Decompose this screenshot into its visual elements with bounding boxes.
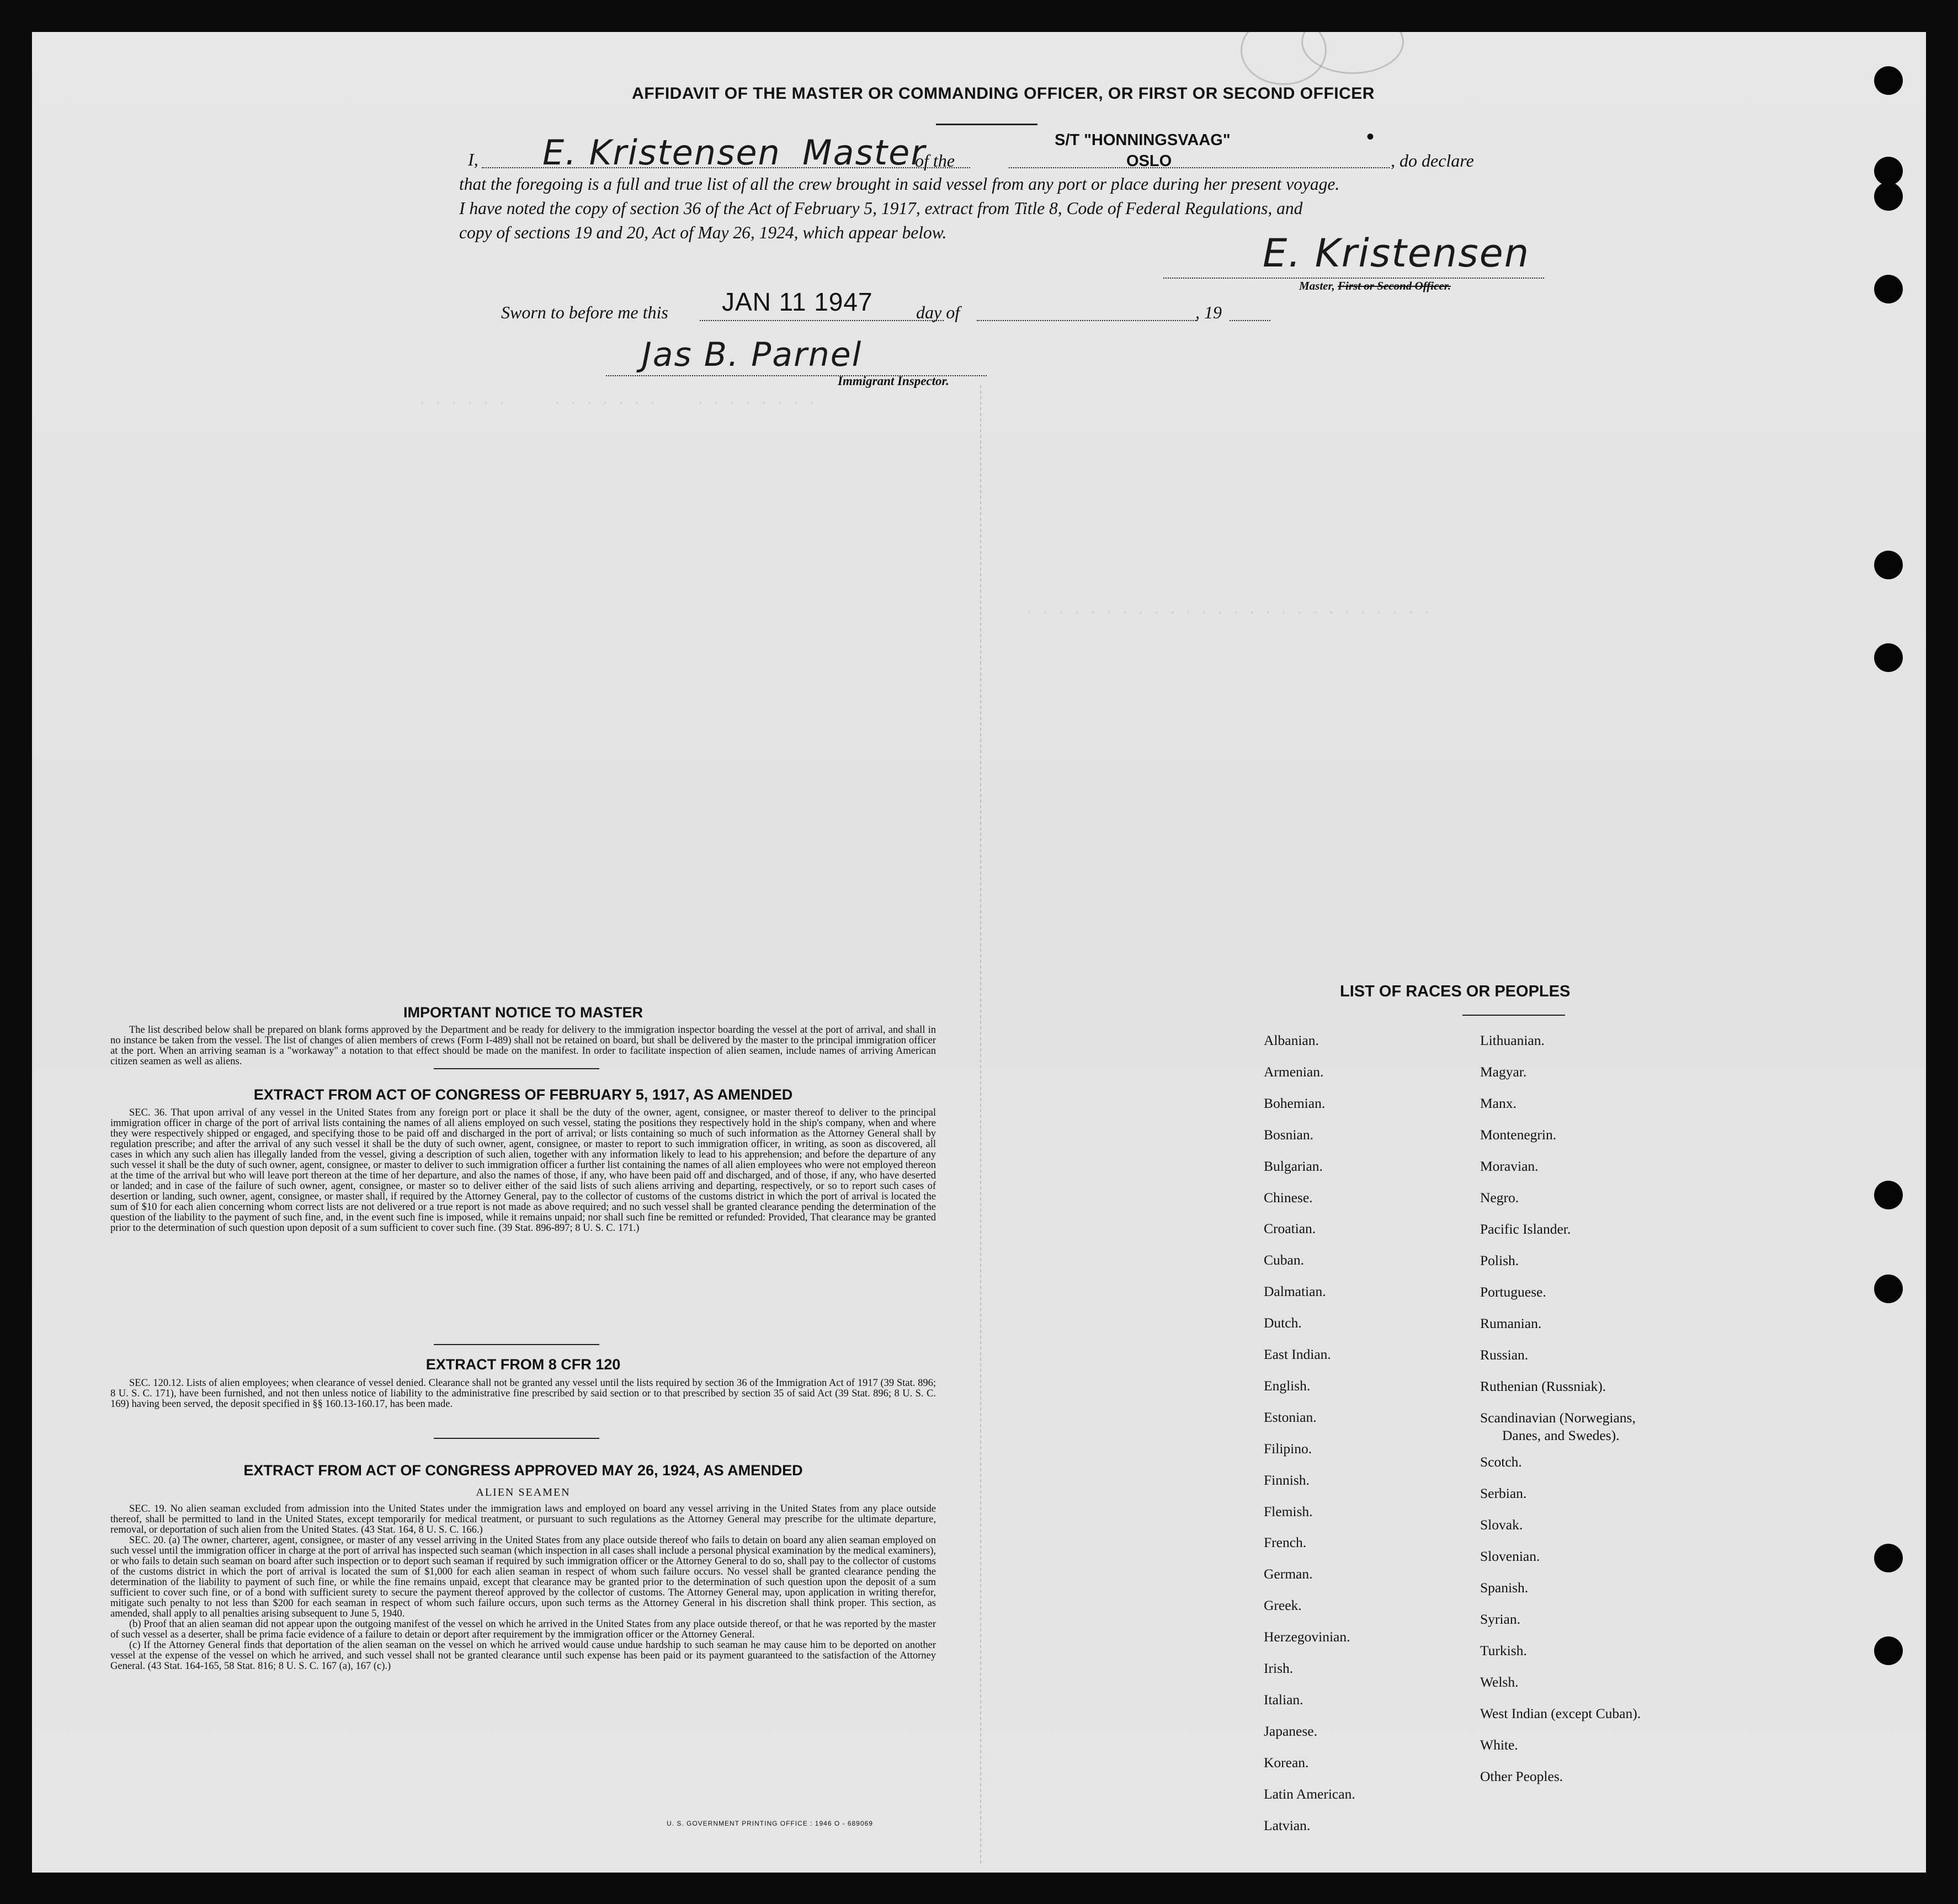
extract-1917-text bbox=[110, 1108, 936, 1234]
race-item: Danes, and Swedes). bbox=[1502, 1427, 1620, 1443]
race-item: Dutch. bbox=[1264, 1315, 1302, 1331]
notice-text bbox=[110, 1025, 936, 1067]
punch-hole bbox=[1874, 643, 1903, 672]
month-line bbox=[977, 320, 1198, 321]
vessel-port: OSLO bbox=[1126, 152, 1172, 170]
race-item: Flemish. bbox=[1264, 1503, 1313, 1519]
signature-line bbox=[1163, 278, 1544, 279]
race-item: Moravian. bbox=[1480, 1158, 1539, 1174]
race-item: Dalmatian. bbox=[1264, 1283, 1326, 1300]
race-item: Slovak. bbox=[1480, 1517, 1523, 1533]
race-item: Serbian. bbox=[1480, 1485, 1527, 1501]
divider-rule bbox=[434, 1344, 599, 1345]
punch-hole bbox=[1874, 157, 1903, 185]
races-title: LIST OF RACES OR PEOPLES bbox=[1340, 983, 1571, 1000]
notice-paragraph: The list described below shall be prepared on blank forms approved by the Department and be ready for delivery to the immigration inspector boarding the vessel at the port of arrival, and shall in no instance be taken from the vessel. The list of changes of alien members of crews (Form I-489) shall not be retained on board, but shall be delivered by the master to the principal immigration officer at the port. When an arriving seaman is a "workaway" a notation to that effect should be made on the manifest. In order to facilitate inspection of alien seamen, include names of arriving American citizen seamen as well as aliens. bbox=[110, 1025, 936, 1067]
race-item: Scandinavian (Norwegians, bbox=[1480, 1410, 1636, 1426]
divider-rule bbox=[434, 1438, 599, 1439]
extract-1917-title: EXTRACT FROM ACT OF CONGRESS OF FEBRUARY 5, 1917, AS AMENDED bbox=[253, 1086, 793, 1103]
race-item: Finnish. bbox=[1264, 1471, 1310, 1488]
race-item: Albanian. bbox=[1264, 1032, 1319, 1048]
race-item: Armenian. bbox=[1264, 1063, 1324, 1080]
master-role-handwritten: Master bbox=[802, 132, 926, 173]
signer-role-struck: First or Second Officer. bbox=[1338, 279, 1451, 292]
race-item: Cuban. bbox=[1264, 1252, 1304, 1268]
affidavit-body-2: I have noted the copy of section 36 of the Act of February 5, 1917, extract from Title 8, Code of Federal Regulations, and bbox=[459, 199, 1303, 218]
punch-hole bbox=[1874, 1274, 1903, 1303]
alien-seamen-subtitle: ALIEN SEAMEN bbox=[476, 1486, 571, 1498]
do-declare-label: , do declare bbox=[1391, 151, 1474, 170]
signer-role bbox=[1299, 279, 1451, 293]
bleed-through-text: · · · · · · · · · · · · · · · · · · · · · · · · · · bbox=[1025, 606, 1431, 621]
race-item: German. bbox=[1264, 1566, 1313, 1582]
race-item: Japanese. bbox=[1264, 1722, 1317, 1739]
race-item: Bosnian. bbox=[1264, 1126, 1313, 1143]
name-line bbox=[482, 167, 970, 168]
race-item: Negro. bbox=[1480, 1190, 1519, 1206]
race-item: Ruthenian (Russniak). bbox=[1480, 1378, 1606, 1394]
race-item: Chinese. bbox=[1264, 1189, 1313, 1206]
race-item: White. bbox=[1480, 1737, 1518, 1753]
sworn-date-line bbox=[700, 320, 944, 321]
manifest-back-page bbox=[32, 32, 1926, 1873]
race-item: Polish. bbox=[1480, 1252, 1519, 1268]
inspector-signature: Jas B. Parnel bbox=[642, 335, 863, 374]
race-item: Scotch. bbox=[1480, 1454, 1522, 1470]
race-item: Korean. bbox=[1264, 1754, 1309, 1770]
ink-mark: • bbox=[1366, 124, 1375, 149]
sec-20b-paragraph: (b) Proof that an alien seaman did not appear upon the outgoing manifest of the vessel on which he arrived in the United States from any place outside thereof, or that he was reported by the master of such vessel as a deserter, shall be prima facie evidence of a failure to detain or deport after requirement by the immigration officer or the Attorney General. bbox=[110, 1619, 936, 1640]
race-item: Lithuanian. bbox=[1480, 1032, 1545, 1048]
master-name-handwritten: E. Kristensen bbox=[542, 132, 781, 173]
race-item: Russian. bbox=[1480, 1347, 1529, 1363]
master-signature: E. Kristensen bbox=[1263, 231, 1530, 276]
race-item: Manx. bbox=[1480, 1095, 1517, 1111]
race-item: Portuguese. bbox=[1480, 1284, 1546, 1300]
race-item: Turkish. bbox=[1480, 1642, 1527, 1658]
signer-role-master: Master, bbox=[1299, 279, 1335, 292]
race-item: Syrian. bbox=[1480, 1611, 1520, 1627]
extract-1924-title: EXTRACT FROM ACT OF CONGRESS APPROVED MAY 26, 1924, AS AMENDED bbox=[243, 1462, 803, 1479]
center-fold-line bbox=[980, 385, 981, 1864]
title-rule bbox=[936, 124, 1037, 125]
extract-cfr-title: EXTRACT FROM 8 CFR 120 bbox=[425, 1356, 621, 1373]
race-item: Latvian. bbox=[1264, 1817, 1311, 1833]
race-item: Greek. bbox=[1264, 1597, 1302, 1614]
punch-hole bbox=[1874, 275, 1903, 303]
punch-hole bbox=[1874, 66, 1903, 95]
race-item: Herzegovinian. bbox=[1264, 1629, 1350, 1645]
punch-hole bbox=[1874, 1636, 1903, 1665]
divider-rule bbox=[434, 1068, 599, 1069]
races-right-column bbox=[1480, 1032, 1756, 1849]
race-item: Slovenian. bbox=[1480, 1548, 1540, 1564]
inspector-label: Immigrant Inspector. bbox=[838, 374, 949, 388]
of-the-label: of the bbox=[915, 151, 955, 170]
printer-imprint: U. S. GOVERNMENT PRINTING OFFICE : 1946 O - 689069 bbox=[667, 1820, 873, 1827]
notice-title: IMPORTANT NOTICE TO MASTER bbox=[403, 1004, 643, 1021]
race-item: French. bbox=[1264, 1534, 1307, 1551]
race-item: West Indian (except Cuban). bbox=[1480, 1705, 1641, 1721]
punch-hole bbox=[1874, 182, 1903, 211]
extract-cfr-text bbox=[110, 1378, 936, 1410]
sworn-date-stamp: JAN 11 1947 bbox=[722, 287, 873, 316]
affidavit-i: I, bbox=[468, 150, 478, 169]
affidavit-title: AFFIDAVIT OF THE MASTER OR COMMANDING OFFICER, OR FIRST OR SECOND OFFICER bbox=[632, 84, 1375, 103]
sec-120-12-paragraph: SEC. 120.12. Lists of alien employees; when clearance of vessel denied. Clearance shall not be granted any vessel until the lists required by section 36 of the Immigration Act of 1917 (39 Stat. 896; 8 U. S. C. 171), have been furnished, and not then unless notice of liability to the administrative fine prescribed by said section or to that prescribed by section 35 of said Act (39 Stat. 896; 8 U. S. C. 169) having been served, the deposit specified in §§ 160.13-160.17, has been made. bbox=[110, 1378, 936, 1410]
race-item: Bulgarian. bbox=[1264, 1158, 1323, 1174]
year-line bbox=[1230, 320, 1270, 321]
race-item: Other Peoples. bbox=[1480, 1768, 1563, 1784]
punch-hole bbox=[1874, 1544, 1903, 1572]
bleed-through-text: · · · · · · · · · · · · · · · · · · · · · bbox=[418, 396, 816, 411]
punch-hole bbox=[1874, 551, 1903, 579]
vessel-name: S/T "HONNINGSVAAG" bbox=[1055, 131, 1231, 149]
race-item: Magyar. bbox=[1480, 1064, 1527, 1080]
race-item: Estonian. bbox=[1264, 1409, 1317, 1425]
sec-36-paragraph: SEC. 36. That upon arrival of any vessel in the United States from any foreign port or place it shall be the duty of the owner, agent, consignee, or master thereof to deliver to the principal immigration officer in charge of the port of arrival lists containing the names of all aliens employed on such vessel, stating the positions they respectively hold in the ship's company, when and where they were respectively shipped or engaged, and specifying those to be paid off and discharged in the port of arrival; or lists containing so much of such information as the Attorney General shall by regulation prescribe; and after the arrival of any such vessel it shall be the duty of such owner, agent, consignee, or master to report to such immigration officer, in writing, as soon as discovered, all cases in which any such alien has illegally landed from the vessel, giving a description of such alien, together with any information likely to lead to his apprehension; and before the departure of any such vessel it shall be the duty of such owner, agent, consignee, or master to deliver to such immigration officer a further list containing the names of all alien employees who were not employed thereon at the time of the arrival but who will leave port thereon at the time of her departure, and also the names of those, if any, who have been paid off and discharged, and of those, if any, who have deserted or landed; and in case of the failure of such owner, agent, consignee, or master so to deliver either of the said lists of such aliens arriving and departing, respectively, or so to report such cases of desertion or landing, such owner, agent, consignee, or master shall, if required by the Attorney General, pay to the collector of customs of the customs district in which the port of arrival is located the sum of $10 for each alien concerning whom correct lists are not delivered or a true report is not made as above required; and no such vessel shall be granted clearance pending the determination of the question of the liability to the payment of such fine, and, in the event such fine is imposed, while it remains unpaid; nor shall such fine be remitted or refunded: Provided, That clearance may be granted prior to the determination of such question upon deposit of a sum sufficient to cover such fine. (39 Stat. 896-897; 8 U. S. C. 171.) bbox=[110, 1107, 936, 1234]
race-item: Welsh. bbox=[1480, 1674, 1519, 1690]
race-item: English. bbox=[1264, 1377, 1311, 1394]
day-of-label: day of bbox=[916, 302, 960, 322]
race-item: Montenegrin. bbox=[1480, 1127, 1557, 1143]
sworn-label: Sworn to before me this bbox=[501, 302, 668, 322]
race-item: Rumanian. bbox=[1480, 1315, 1542, 1331]
sec-20a-paragraph: SEC. 20. (a) The owner, charterer, agent, consignee, or master of any vessel arriving in the United States from any place outside thereof who fails to detain on board any alien seaman employed on such vessel until the immigration officer in charge at the port of arrival has inspected such seaman (which inspection in all cases shall include a personal physical examination by the medical examiners), or who fails to detain such seaman on board after such inspection or to deport such seaman if required by such immigration officer or the Attorney General to do so, shall pay to the collector of customs of the customs district in which the port of arrival is located the sum of $1,000 for each alien seaman in respect of whom such failure occurs. No vessel shall be granted clearance pending the determination of the liability to payment of such fine, or while the fine remains unpaid, except that clearance may be granted prior to the determination of such question upon the deposit of a sum sufficient to cover such fine, or of a bond with sufficient surety to secure the payment thereof approved by the collector of customs. The Attorney General may, upon application in writing therefor, mitigate such penalty to not less than $200 for each seaman in respect of whom such failure occurs, upon such terms as the Attorney General in his discretion shall think proper. This section, as amended, shall apply to all penalties arising subsequent to June 5, 1940. bbox=[110, 1535, 936, 1619]
race-item: East Indian. bbox=[1264, 1346, 1331, 1362]
race-item: Filipino. bbox=[1264, 1440, 1312, 1457]
race-item: Italian. bbox=[1264, 1691, 1303, 1708]
race-item: Latin American. bbox=[1264, 1785, 1355, 1802]
race-item: Bohemian. bbox=[1264, 1095, 1326, 1111]
race-item: Pacific Islander. bbox=[1480, 1221, 1571, 1237]
race-item: Spanish. bbox=[1480, 1580, 1529, 1596]
affidavit-body-1: that the foregoing is a full and true list of all the crew brought in said vessel from any port or place during her present voyage. bbox=[459, 174, 1340, 194]
extract-1924-text bbox=[110, 1504, 936, 1672]
race-item: Croatian. bbox=[1264, 1220, 1316, 1237]
year-label: , 19 bbox=[1195, 302, 1222, 322]
affidavit-body-3: copy of sections 19 and 20, Act of May 26, 1924, which appear below. bbox=[459, 223, 947, 242]
races-title-rule bbox=[1462, 1015, 1565, 1016]
race-item: Irish. bbox=[1264, 1660, 1294, 1676]
sec-19-paragraph: SEC. 19. No alien seaman excluded from admission into the United States under the immigration laws and employed on board any vessel arriving in the United States from any place outside thereof, shall be permitted to land in the United States, except temporarily for medical treatment, or pursuant to such regulations as the Attorney General may prescribe for the ultimate departure, removal, or deportation of such alien from the United States. (43 Stat. 164, 8 U. S. C. 166.) bbox=[110, 1503, 936, 1535]
punch-hole bbox=[1874, 1181, 1903, 1209]
vessel-line bbox=[1009, 167, 1390, 168]
sec-20c-paragraph: (c) If the Attorney General finds that deportation of the alien seaman on the vessel on which he arrived would cause undue hardship to such seaman he may cause him to be deported on another vessel at the expense of the vessel on which he arrived, and such vessel shall not be granted clearance until such expense has been paid or its payment guaranteed to the satisfaction of the Attorney General. (43 Stat. 164-165, 58 Stat. 816; 8 U. S. C. 167 (a), 167 (c).) bbox=[110, 1640, 936, 1672]
